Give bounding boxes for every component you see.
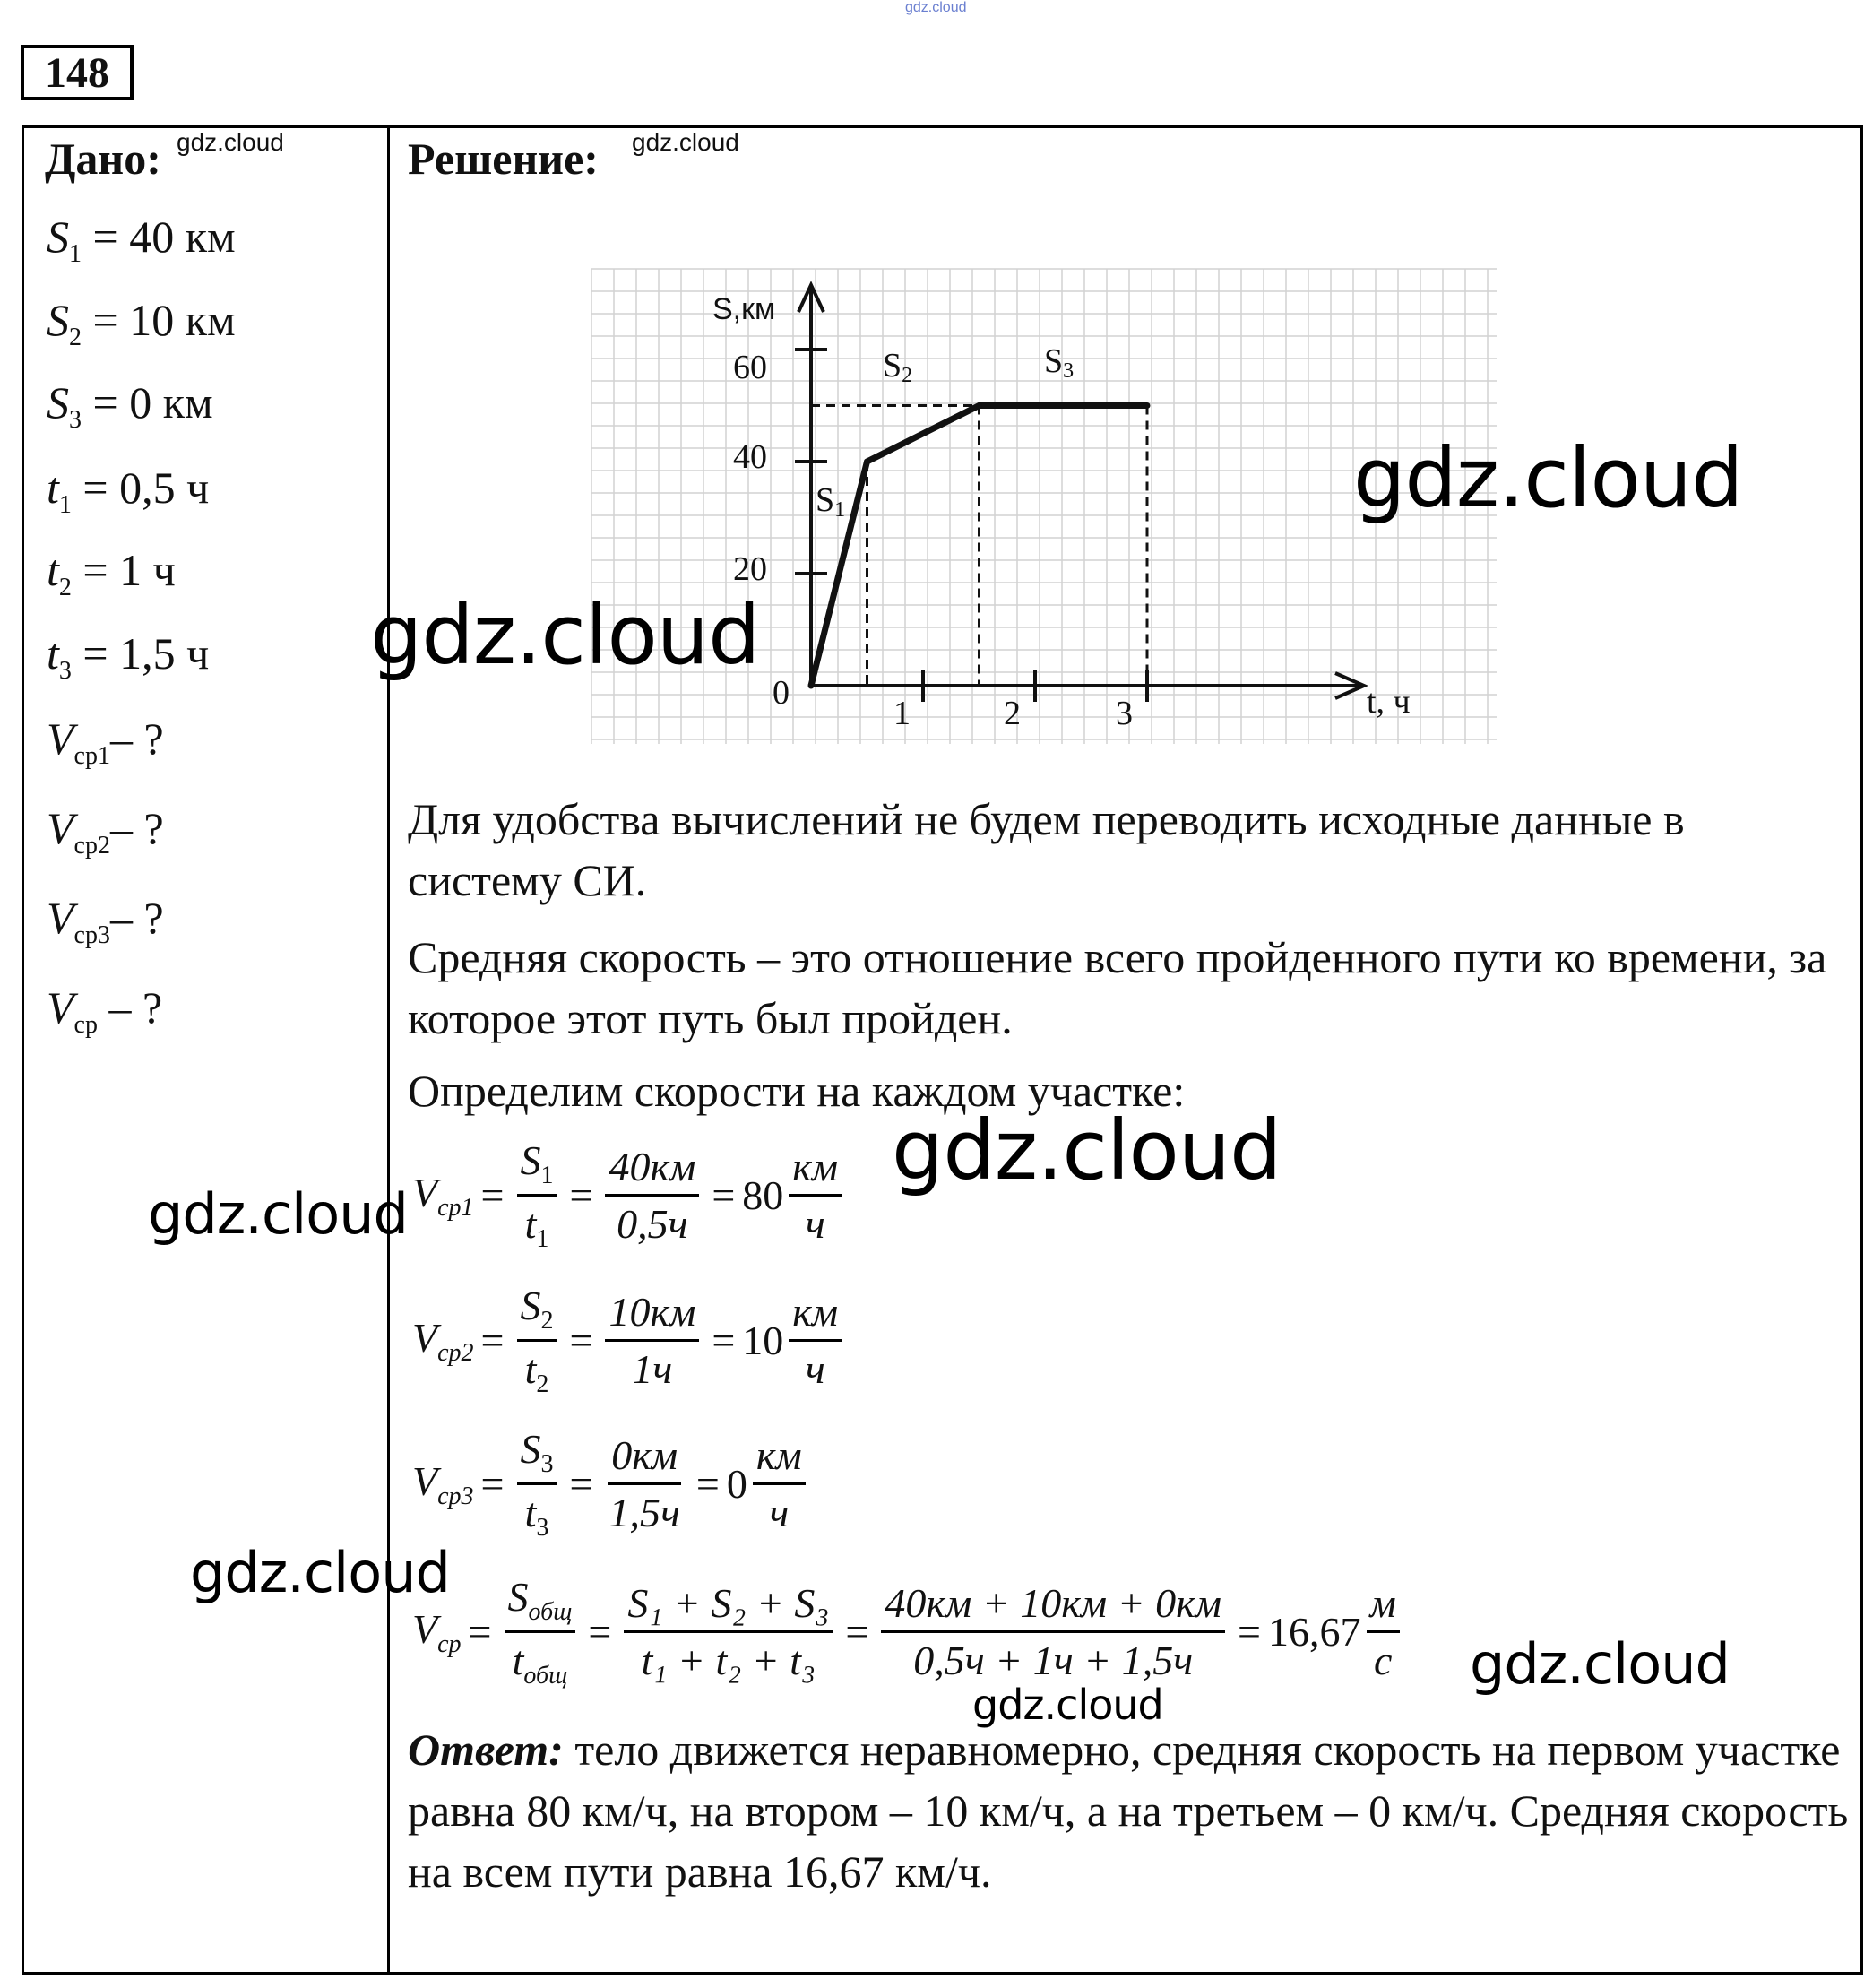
y-tick-label: 20: [733, 550, 767, 588]
watermark: gdz.cloud: [972, 1681, 1163, 1729]
solution-heading-watermark: gdz.cloud: [632, 128, 739, 156]
watermark: gdz.cloud: [1470, 1631, 1730, 1697]
graph-point: [808, 683, 815, 689]
given-item: $S_3 = 0$ км: [47, 377, 213, 434]
graph-point: [976, 402, 982, 409]
answer-block: [408, 1719, 1851, 1902]
solution-heading: Решение:: [408, 134, 599, 184]
x-axis-label: t, ч: [1367, 683, 1411, 721]
given-item: $S_1 = 40$ км: [47, 212, 236, 268]
formula-v3: $V_{ср3}$ = $\frac{S_3}{t_3}$ = $\frac{0км}{1,5ч}$ = 0 $\frac{км}{ч}$: [412, 1425, 811, 1543]
paragraph-definition: Средняя скорость – это отношение всего пройденного пути ко времени, за которое этот путь был пройден.: [408, 932, 1827, 1043]
formula-v1: $V_{ср1}$ = $\frac{S_1}{t_1}$ = $\frac{40км}{0,5ч}$ = 80 $\frac{км}{ч}$: [412, 1137, 847, 1254]
x-tick-label: 3: [1116, 695, 1133, 732]
x-tick-label: 2: [1004, 695, 1021, 732]
watermark: gdz.cloud: [1353, 430, 1743, 526]
given-item: $V_{ср2}-$ ?: [47, 803, 164, 860]
given-item: $t_3 = 1,5$ ч: [47, 628, 210, 685]
given-item: $S_2 = 10$ км: [47, 295, 236, 351]
segment-label-s3: S3: [1044, 342, 1075, 383]
given-item: $t_2 = 1$ ч: [47, 545, 176, 601]
y-axis-label: S,км: [712, 292, 776, 326]
given-item: $t_1 = 0,5$ ч: [47, 462, 210, 519]
top-watermark: gdz.cloud: [905, 0, 967, 15]
task-number: 148: [21, 45, 134, 100]
column-divider: [387, 125, 390, 1975]
answer-label: Ответ:: [408, 1724, 564, 1775]
watermark: gdz.cloud: [370, 587, 760, 683]
x-tick-label: 1: [893, 695, 911, 732]
given-item: $V_{ср}$ – ?: [47, 982, 163, 1039]
paragraph-si: Для удобства вычислений не будем переводить исходные данные в систему СИ.: [408, 794, 1685, 905]
y-tick-label: 40: [733, 438, 767, 476]
watermark: gdz.cloud: [190, 1540, 450, 1605]
given-item: $V_{ср3}-$ ?: [47, 893, 164, 949]
graph-point: [1144, 402, 1151, 409]
origin-label: 0: [773, 674, 790, 712]
paragraph-determine: Определим скорости на каждом участке:: [408, 1066, 1186, 1116]
graph-point: [864, 459, 870, 465]
formula-vtotal: $V_{ср}$ = $\frac{S_{общ}}{t_{общ}}$ = $\frac{\text{S₁ + S₂ + S₃}}{\text{t₁ + t₂ + t₃}}$ = $\frac{40км + 10км + 0км}{0,5ч + 1ч + 1,5ч}$ = 16,67 $\frac{м}{с}$: [412, 1573, 1405, 1690]
given-heading: Дано:: [45, 134, 161, 184]
formula-v2: $V_{ср2}$ = $\frac{S_2}{t_2}$ = $\frac{10км}{1ч}$ = 10 $\frac{км}{ч}$: [412, 1282, 847, 1399]
given-heading-watermark: gdz.cloud: [177, 128, 284, 156]
answer-text: тело движется неравномерно, средняя скорость на первом участке равна 80 км/ч, на втором – 10 км/ч, а на третьем – 0 км/ч. Средняя скорость на всем пути равна 16,67 км/ч.: [408, 1724, 1849, 1897]
given-item: $V_{ср1}-$ ?: [47, 713, 164, 770]
segment-label-s1: S1: [816, 481, 846, 522]
watermark: gdz.cloud: [892, 1102, 1282, 1198]
y-tick-label: 60: [733, 349, 767, 386]
segment-label-s2: S2: [883, 347, 913, 387]
watermark: gdz.cloud: [148, 1181, 408, 1247]
